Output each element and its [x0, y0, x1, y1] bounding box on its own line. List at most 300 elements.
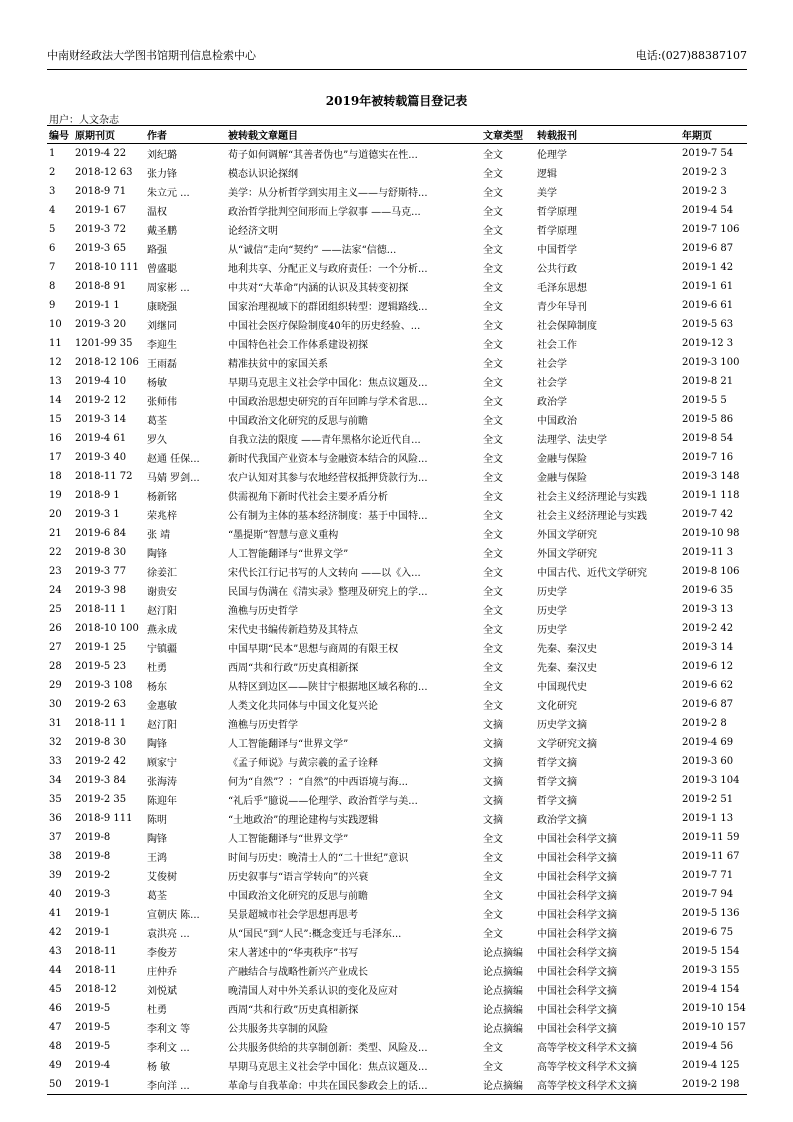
- cell-source-issue: 2019-1 1: [75, 300, 120, 311]
- cell-article-type: 全文: [483, 150, 503, 161]
- cell-article-title: 吴景超城市社会学思想再思考: [228, 910, 358, 921]
- table-row: [47, 296, 747, 315]
- cell-number: 1: [49, 148, 56, 159]
- cell-article-type: 全文: [483, 568, 503, 579]
- cell-author: 刘悦斌: [147, 986, 177, 997]
- cell-article-title: 荀子如何调解“其善者伪也”与道德实在性...: [228, 150, 418, 161]
- records-table: [47, 125, 747, 1095]
- table-row: [47, 657, 747, 676]
- cell-article-title: 中国特色社会工作体系建设初探: [228, 340, 368, 351]
- cell-number: 28: [49, 661, 62, 672]
- cell-source-issue: 2018-11: [75, 946, 117, 957]
- table-row: [47, 239, 747, 258]
- table-row: [47, 828, 747, 847]
- cell-number: 7: [49, 262, 56, 273]
- cell-issue-page: 2019-6 75: [682, 927, 734, 938]
- cell-author: 王鸿: [147, 853, 167, 864]
- cell-article-title: 革命与自我革命：中共在国民参政会上的话...: [226, 1075, 481, 1095]
- cell-issue-page: 2019-6 62: [682, 680, 734, 691]
- cell-issue-page: 2019-2 8: [682, 718, 727, 729]
- cell-issue-page: 2019-4 154: [682, 984, 740, 995]
- table-row: [47, 638, 747, 657]
- table-row: [47, 410, 747, 429]
- table-row: [47, 790, 747, 809]
- cell-issue-page: 2019-3 13: [682, 604, 734, 615]
- cell-issue-page: 2019-6 61: [682, 300, 734, 311]
- cell-number: 20: [49, 509, 62, 520]
- cell-number: 31: [49, 718, 62, 729]
- cell-number: 4: [49, 205, 56, 216]
- cell-article-type: 论点摘编: [481, 1075, 535, 1095]
- cell-reprint-journal: 中国社会科学文摘: [537, 853, 617, 864]
- cell-number: 43: [49, 946, 62, 957]
- cell-reprint-journal: 中国社会科学文摘: [537, 967, 617, 978]
- cell-number: 23: [49, 566, 62, 577]
- cell-reprint-journal: 社会主义经济理论与实践: [537, 511, 647, 522]
- cell-author: 朱立元 ...: [147, 188, 190, 199]
- table-row: [47, 866, 747, 885]
- cell-reprint-journal: 中国社会科学文摘: [537, 948, 617, 959]
- cell-issue-page: 2019-4 56: [682, 1041, 734, 1052]
- cell-article-title: 政治哲学批判空间形而上学叙事 ——马克...: [228, 207, 421, 218]
- cell-article-type: 全文: [483, 378, 503, 389]
- cell-article-title: 人类文化共同体与中国文化复兴论: [228, 701, 378, 712]
- cell-article-title: 宋人著述中的“华夷秩序”书写: [228, 948, 359, 959]
- cell-issue-page: 2019-7 42: [682, 509, 734, 520]
- cell-reprint-journal: 历史学: [537, 625, 567, 636]
- cell-article-title: 《孟子师说》与黄宗羲的孟子诠释: [228, 758, 378, 769]
- cell-issue-page: 2019-5 86: [682, 414, 734, 425]
- column-header-reprint-journal: 转载报刊: [535, 126, 680, 144]
- cell-issue-page: 2019-2 51: [682, 794, 734, 805]
- cell-reprint-journal: 历史学: [537, 606, 567, 617]
- cell-article-title: 晚清国人对中外关系认识的变化及应对: [228, 986, 398, 997]
- cell-issue-page: 2019-4 125: [682, 1060, 740, 1071]
- cell-author: 杨东: [147, 682, 167, 693]
- cell-source-issue: 2019-2 35: [75, 794, 127, 805]
- cell-source-issue: 2019-4 61: [75, 433, 127, 444]
- table-header-row: [47, 126, 747, 144]
- cell-issue-page: 2019-10 98: [682, 528, 740, 539]
- table-row: [47, 676, 747, 695]
- cell-issue-page: 2019-3 155: [682, 965, 740, 976]
- cell-author: 陶锋: [147, 549, 167, 560]
- cell-article-type: 全文: [483, 606, 503, 617]
- column-header-source-issue: 原期刊页: [73, 126, 145, 144]
- cell-article-title: 西周“共和行政”历史真相新探: [228, 1005, 359, 1016]
- cell-reprint-journal: 社会保障制度: [537, 321, 597, 332]
- table-row: [47, 581, 747, 600]
- cell-issue-page: 2019-11 67: [682, 851, 740, 862]
- cell-source-issue: 2019-8: [75, 851, 111, 862]
- table-row: [47, 448, 747, 467]
- cell-number: 25: [49, 604, 62, 615]
- cell-source-issue: 2018-10 100: [75, 623, 139, 634]
- cell-author: 李向洋 ...: [145, 1075, 226, 1095]
- cell-article-type: 论点摘编: [483, 1005, 523, 1016]
- cell-author: 马婧 罗剑...: [147, 473, 200, 484]
- table-row: [47, 923, 747, 942]
- cell-issue-page: 2019-6 12: [682, 661, 734, 672]
- cell-reprint-journal: 哲学原理: [537, 207, 577, 218]
- cell-source-issue: 2018-11 1: [75, 604, 127, 615]
- table-row: [47, 847, 747, 866]
- cell-source-issue: 2019-8 30: [75, 547, 127, 558]
- table-row: [47, 277, 747, 296]
- cell-article-title: 供需视角下新时代社会主要矛盾分析: [228, 492, 388, 503]
- cell-article-title: 中国早期“民本”思想与商周的有限王权: [228, 644, 399, 655]
- cell-reprint-journal: 伦理学: [537, 150, 567, 161]
- cell-article-type: 全文: [483, 549, 503, 560]
- cell-article-title: “土地政治”的理论建构与实践逻辑: [228, 815, 379, 826]
- cell-author: 刘继同: [147, 321, 177, 332]
- cell-source-issue: 2019-5: [75, 1003, 111, 1014]
- cell-article-type: 全文: [483, 283, 503, 294]
- cell-reprint-journal: 先秦、秦汉史: [537, 663, 597, 674]
- cell-article-title: 人工智能翻译与“世界文学”: [228, 834, 349, 845]
- cell-issue-page: 2019-2 3: [682, 186, 727, 197]
- cell-article-title: 公有制为主体的基本经济制度：基于中国特...: [228, 511, 428, 522]
- cell-issue-page: 2019-3 148: [682, 471, 740, 482]
- cell-article-title: 宋代长江行记书写的人文转向 ——以《入...: [228, 568, 421, 579]
- cell-author: 张海涛: [147, 777, 177, 788]
- cell-article-type: 全文: [483, 492, 503, 503]
- table-row: [47, 486, 747, 505]
- cell-reprint-journal: 哲学文摘: [537, 796, 577, 807]
- cell-issue-page: 2019-7 16: [682, 452, 734, 463]
- table-row: [47, 467, 747, 486]
- cell-issue-page: 2019-1 118: [682, 490, 740, 501]
- cell-article-title: 新时代我国产业资本与金融资本结合的风险...: [228, 454, 428, 465]
- table-row: [47, 505, 747, 524]
- cell-issue-page: 2019-4 69: [682, 737, 734, 748]
- cell-source-issue: 2018-9 111: [75, 813, 133, 824]
- cell-issue-page: 2019-4 54: [682, 205, 734, 216]
- cell-number: 30: [49, 699, 62, 710]
- cell-author: 宣朝庆 陈...: [147, 910, 200, 921]
- cell-number: 13: [49, 376, 62, 387]
- cell-article-type: 论点摘编: [483, 967, 523, 978]
- cell-issue-page: 2019-3 60: [682, 756, 734, 767]
- cell-reprint-journal: 文学研究文摘: [537, 739, 597, 750]
- cell-number: 35: [49, 794, 62, 805]
- cell-number: 6: [49, 243, 56, 254]
- cell-article-type: 全文: [483, 891, 503, 902]
- cell-author: 陶锋: [147, 739, 167, 750]
- table-row: [47, 771, 747, 790]
- column-header-number: 编号: [47, 126, 73, 144]
- table-row: [47, 600, 747, 619]
- cell-article-title: 渔樵与历史哲学: [228, 606, 298, 617]
- cell-number: 37: [49, 832, 62, 843]
- cell-article-type: 全文: [483, 169, 503, 180]
- cell-number: 41: [49, 908, 62, 919]
- cell-number: 16: [49, 433, 62, 444]
- cell-source-issue: 2018-11 72: [75, 471, 133, 482]
- cell-reprint-journal: 社会学: [537, 378, 567, 389]
- cell-article-title: 中国政治文化研究的反思与前瞻: [228, 416, 368, 427]
- cell-number: 12: [49, 357, 62, 368]
- cell-article-title: 农户认知对其参与农地经营权抵押贷款行为...: [228, 473, 428, 484]
- cell-author: 赵汀阳: [147, 720, 177, 731]
- cell-source-issue: 2018-9 1: [75, 490, 120, 501]
- cell-number: 44: [49, 965, 62, 976]
- cell-issue-page: 2019-12 3: [682, 338, 734, 349]
- cell-issue-page: 2019-2 3: [682, 167, 727, 178]
- cell-article-type: 全文: [483, 1043, 503, 1054]
- cell-article-title: 中国政治思想史研究的百年回眸与学术省思...: [228, 397, 428, 408]
- table-row: [47, 1037, 747, 1056]
- cell-author: 艾俊树: [147, 872, 177, 883]
- page-header: [47, 49, 747, 70]
- cell-author: 李利文 等: [147, 1024, 191, 1035]
- cell-article-title: 中国社会医疗保险制度40年的历史经验、...: [228, 321, 421, 332]
- cell-article-title: 从特区到边区——陕甘宁根据地区域名称的...: [228, 682, 428, 693]
- cell-number: 17: [49, 452, 62, 463]
- cell-article-type: 全文: [483, 701, 503, 712]
- cell-number: 9: [49, 300, 56, 311]
- cell-author: 李迎生: [147, 340, 177, 351]
- cell-author: 葛荃: [147, 416, 167, 427]
- cell-reprint-journal: 中国社会科学文摘: [537, 929, 617, 940]
- cell-source-issue: 2019-3 84: [75, 775, 127, 786]
- cell-number: 49: [49, 1060, 62, 1071]
- cell-reprint-journal: 金融与保险: [537, 473, 587, 484]
- cell-reprint-journal: 公共行政: [537, 264, 577, 275]
- cell-reprint-journal: 历史学: [537, 587, 567, 598]
- cell-author: 葛荃: [147, 891, 167, 902]
- cell-article-title: 人工智能翻译与“世界文学”: [228, 739, 349, 750]
- cell-source-issue: 2019-5 23: [75, 661, 127, 672]
- table-row: [47, 885, 747, 904]
- cell-reprint-journal: 先秦、秦汉史: [537, 644, 597, 655]
- column-header-author: 作者: [145, 126, 226, 144]
- cell-article-title: 从“诚信”走向“契约” ——法家“信德...: [228, 245, 397, 256]
- cell-author: 庄仲乔: [147, 967, 177, 978]
- cell-source-issue: 2019-1 67: [75, 205, 127, 216]
- cell-article-type: 全文: [483, 625, 503, 636]
- table-row: [47, 904, 747, 923]
- cell-article-title: 中共对“大革命”内涵的认识及其转变初探: [228, 283, 409, 294]
- cell-source-issue: 2019-1 25: [75, 642, 127, 653]
- cell-issue-page: 2019-3 100: [682, 357, 740, 368]
- cell-author: 张 靖: [147, 530, 171, 541]
- cell-issue-page: 2019-3 104: [682, 775, 740, 786]
- cell-issue-page: 2019-5 63: [682, 319, 734, 330]
- cell-article-type: 全文: [483, 264, 503, 275]
- cell-article-type: 全文: [483, 207, 503, 218]
- cell-reprint-journal: 文化研究: [537, 701, 577, 712]
- cell-number: 2: [49, 167, 56, 178]
- cell-author: 杨敏: [147, 378, 167, 389]
- table-row: [47, 334, 747, 353]
- cell-source-issue: 1201-99 35: [75, 338, 133, 349]
- page-title: 2019年被转载篇目登记表: [325, 94, 468, 108]
- column-header-article-title: 被转载文章题目: [226, 126, 481, 144]
- cell-article-type: 文摘: [483, 739, 503, 750]
- cell-number: 26: [49, 623, 62, 634]
- cell-reprint-journal: 政治学: [537, 397, 567, 408]
- cell-source-issue: 2019-3 77: [75, 566, 127, 577]
- cell-article-title: 模态认识论探纲: [228, 169, 298, 180]
- cell-source-issue: 2019-2 12: [75, 395, 127, 406]
- table-row: [47, 353, 747, 372]
- cell-source-issue: 2018-8 91: [75, 281, 127, 292]
- cell-article-title: 地利共享、分配正义与政府责任：一个分析...: [228, 264, 428, 275]
- cell-article-type: 全文: [483, 188, 503, 199]
- cell-source-issue: 2018-12 63: [75, 167, 133, 178]
- cell-issue-page: 2019-7 54: [682, 148, 734, 159]
- cell-source-issue: 2019-3 65: [75, 243, 127, 254]
- cell-article-title: 国家治理视域下的群团组织转型：逻辑路线...: [228, 302, 428, 313]
- cell-article-type: 全文: [483, 340, 503, 351]
- cell-article-title: 时间与历史：晚清士人的“二十世纪”意识: [228, 853, 409, 864]
- table-row: [47, 695, 747, 714]
- cell-issue-page: 2019-10 157: [682, 1022, 746, 1033]
- table-row: [47, 809, 747, 828]
- table-row: [47, 942, 747, 961]
- cell-number: 24: [49, 585, 62, 596]
- cell-source-issue: 2018-9 71: [75, 186, 127, 197]
- cell-article-title: 精准扶贫中的家国关系: [228, 359, 328, 370]
- cell-number: 40: [49, 889, 62, 900]
- cell-article-title: 人工智能翻译与“世界文学”: [228, 549, 349, 560]
- cell-author: 袁洪亮 ...: [147, 929, 190, 940]
- cell-source-issue: 2018-11: [75, 965, 117, 976]
- cell-source-issue: 2018-12 106: [75, 357, 139, 368]
- column-header-article-type: 文章类型: [481, 126, 535, 144]
- cell-article-type: 全文: [483, 1062, 503, 1073]
- cell-source-issue: 2019-1: [75, 908, 111, 919]
- cell-source-issue: 2019-6 84: [75, 528, 127, 539]
- cell-reprint-journal: 中国社会科学文摘: [537, 891, 617, 902]
- cell-article-title: 早期马克思主义社会学中国化：焦点议题及...: [228, 378, 428, 389]
- table-row: [47, 1018, 747, 1037]
- cell-number: 46: [49, 1003, 62, 1014]
- cell-article-type: 全文: [483, 910, 503, 921]
- cell-reprint-journal: 中国政治: [537, 416, 577, 427]
- cell-number: 33: [49, 756, 62, 767]
- table-row: [47, 1075, 747, 1095]
- cell-issue-page: 2019-6 87: [682, 699, 734, 710]
- cell-issue-page: 2019-6 35: [682, 585, 734, 596]
- cell-article-type: 全文: [483, 302, 503, 313]
- cell-reprint-journal: 法理学、法史学: [537, 435, 607, 446]
- cell-reprint-journal: 哲学原理: [537, 226, 577, 237]
- cell-source-issue: 2019-5: [75, 1041, 111, 1052]
- cell-article-type: 文摘: [483, 777, 503, 788]
- cell-author: 赵汀阳: [147, 606, 177, 617]
- cell-article-title: 公共服务共享制的风险: [228, 1024, 328, 1035]
- cell-author: 张师伟: [147, 397, 177, 408]
- cell-number: 3: [49, 186, 56, 197]
- cell-source-issue: 2018-10 111: [75, 262, 139, 273]
- cell-article-title: 自我立法的限度 ——青年黑格尔论近代自...: [228, 435, 421, 446]
- header-org: 中南财经政法大学图书馆期刊信息检索中心: [47, 49, 256, 62]
- cell-issue-page: 2019-3 14: [682, 642, 734, 653]
- cell-number: 18: [49, 471, 62, 482]
- cell-number: 36: [49, 813, 62, 824]
- cell-article-type: 文摘: [483, 815, 503, 826]
- cell-number: 19: [49, 490, 62, 501]
- cell-author: 金惠敏: [147, 701, 177, 712]
- cell-reprint-journal: 外国文学研究: [537, 549, 597, 560]
- cell-author: 李俊芳: [147, 948, 177, 959]
- cell-author: 杨 敏: [147, 1062, 171, 1073]
- cell-number: 14: [49, 395, 62, 406]
- cell-source-issue: 2019-3 108: [75, 680, 133, 691]
- cell-reprint-journal: 政治学文摘: [537, 815, 587, 826]
- cell-author: 陈明: [147, 815, 167, 826]
- cell-article-type: 全文: [483, 644, 503, 655]
- cell-issue-page: 2019-1 13: [682, 813, 734, 824]
- cell-source-issue: 2019-3 40: [75, 452, 127, 463]
- cell-article-type: 全文: [483, 397, 503, 408]
- cell-issue-page: 2019-5 136: [682, 908, 740, 919]
- table-row: [47, 163, 747, 182]
- cell-source-issue: 2018-11 1: [75, 718, 127, 729]
- table-row: [47, 1056, 747, 1075]
- cell-number: 48: [49, 1041, 62, 1052]
- table-row: [47, 144, 747, 164]
- cell-article-type: 全文: [483, 834, 503, 845]
- cell-number: 5: [49, 224, 56, 235]
- cell-article-type: 全文: [483, 587, 503, 598]
- table-row: [47, 752, 747, 771]
- cell-article-type: 全文: [483, 321, 503, 332]
- cell-article-title: “墨提斯”智慧与意义重构: [228, 530, 339, 541]
- cell-number: 47: [49, 1022, 62, 1033]
- cell-source-issue: 2019-1: [73, 1075, 145, 1095]
- cell-issue-page: 2019-11 3: [682, 547, 734, 558]
- cell-source-issue: 2019-3 14: [75, 414, 127, 425]
- cell-source-issue: 2019-8: [75, 832, 111, 843]
- cell-issue-page: 2019-7 71: [682, 870, 734, 881]
- cell-article-title: 西周“共和行政”历史真相新探: [228, 663, 359, 674]
- cell-issue-page: 2019-1 61: [682, 281, 734, 292]
- cell-source-issue: 2019-3 1: [75, 509, 120, 520]
- cell-article-type: 全文: [483, 359, 503, 370]
- cell-article-type: 全文: [483, 929, 503, 940]
- cell-article-title: 民国与伪满在《清实录》整理及研究上的学...: [228, 587, 428, 598]
- table-row: [47, 315, 747, 334]
- cell-number: 32: [49, 737, 62, 748]
- cell-source-issue: 2019-4: [75, 1060, 111, 1071]
- cell-source-issue: 2019-8 30: [75, 737, 127, 748]
- cell-source-issue: 2019-2: [75, 870, 111, 881]
- table-row: [47, 201, 747, 220]
- cell-author: 谢贵安: [147, 587, 177, 598]
- cell-source-issue: 2018-12: [75, 984, 117, 995]
- cell-source-issue: 2019-5: [75, 1022, 111, 1033]
- cell-reprint-journal: 中国社会科学文摘: [537, 872, 617, 883]
- cell-issue-page: 2019-8 106: [682, 566, 740, 577]
- cell-author: 杜勇: [147, 1005, 167, 1016]
- table-row: [47, 562, 747, 581]
- cell-issue-page: 2019-8 21: [682, 376, 734, 387]
- cell-author: 陶锋: [147, 834, 167, 845]
- cell-reprint-journal: 青少年导刊: [537, 302, 587, 313]
- table-row: [47, 258, 747, 277]
- cell-reprint-journal: 高等学校文科学术文摘: [537, 1043, 637, 1054]
- cell-article-title: 宋代史书编传新趋势及其特点: [228, 625, 358, 636]
- table-row: [47, 220, 747, 239]
- table-row: [47, 980, 747, 999]
- cell-author: 杨新铭: [147, 492, 177, 503]
- cell-issue-page: 2019-5 5: [682, 395, 727, 406]
- cell-article-type: 全文: [483, 530, 503, 541]
- cell-number: 39: [49, 870, 62, 881]
